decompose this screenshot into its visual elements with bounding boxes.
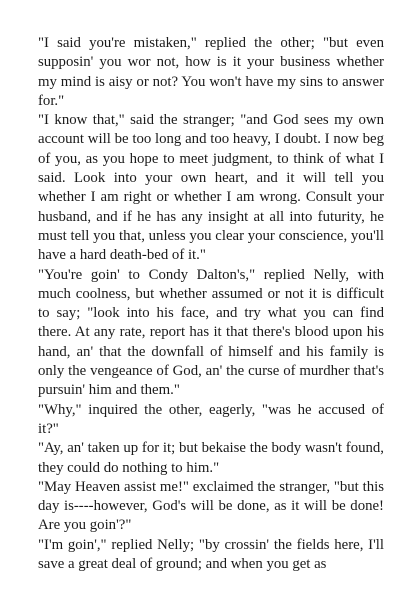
paragraph-3: "You're goin' to Condy Dalton's," replied Nelly, with much coolness, but whether assumed or not it is difficult to say; "look into his face, and try what you can find there. At any rate, report has it that there's blood upon his hand, an' that the downfall of himself and his family is only the vengeance of God, an' the curse of murdher that's pursuin' him and them." [38, 266, 384, 399]
paragraph-6: "May Heaven assist me!" exclaimed the stranger, "but this day is----however, God's will be done, as it will be done! Are you goin'?" [38, 478, 384, 534]
paragraph-2: "I know that," said the stranger; "and God sees my own account will be too long and too heavy, I doubt. I now beg of you, as you hope to meet judgment, to think of what I said. Look into your own heart, and it will tell you whether I am right or whether I am wrong. Consult your husband, and if he has any insight at all into futurity, he must tell you that, unless you clear your conscience, you'll have a hard death-bed of it." [38, 112, 384, 264]
paragraph-1: "I said you're mistaken," replied the other; "but even supposin' you wor not, how is it your business whether my mind is aisy or not? You won't have my sins to answer for." [38, 35, 384, 109]
document-page [38, 34, 384, 574]
paragraph-4: "Why," inquired the other, eagerly, "was he accused of it?" [38, 401, 384, 437]
paragraph-7: "I'm goin'," replied Nelly; "by crossin' the fields here, I'll save a great deal of ground; and when you get as [38, 536, 384, 573]
paragraph-5: "Ay, an' taken up for it; but bekaise the body wasn't found, they could do nothing to him." [38, 440, 384, 476]
